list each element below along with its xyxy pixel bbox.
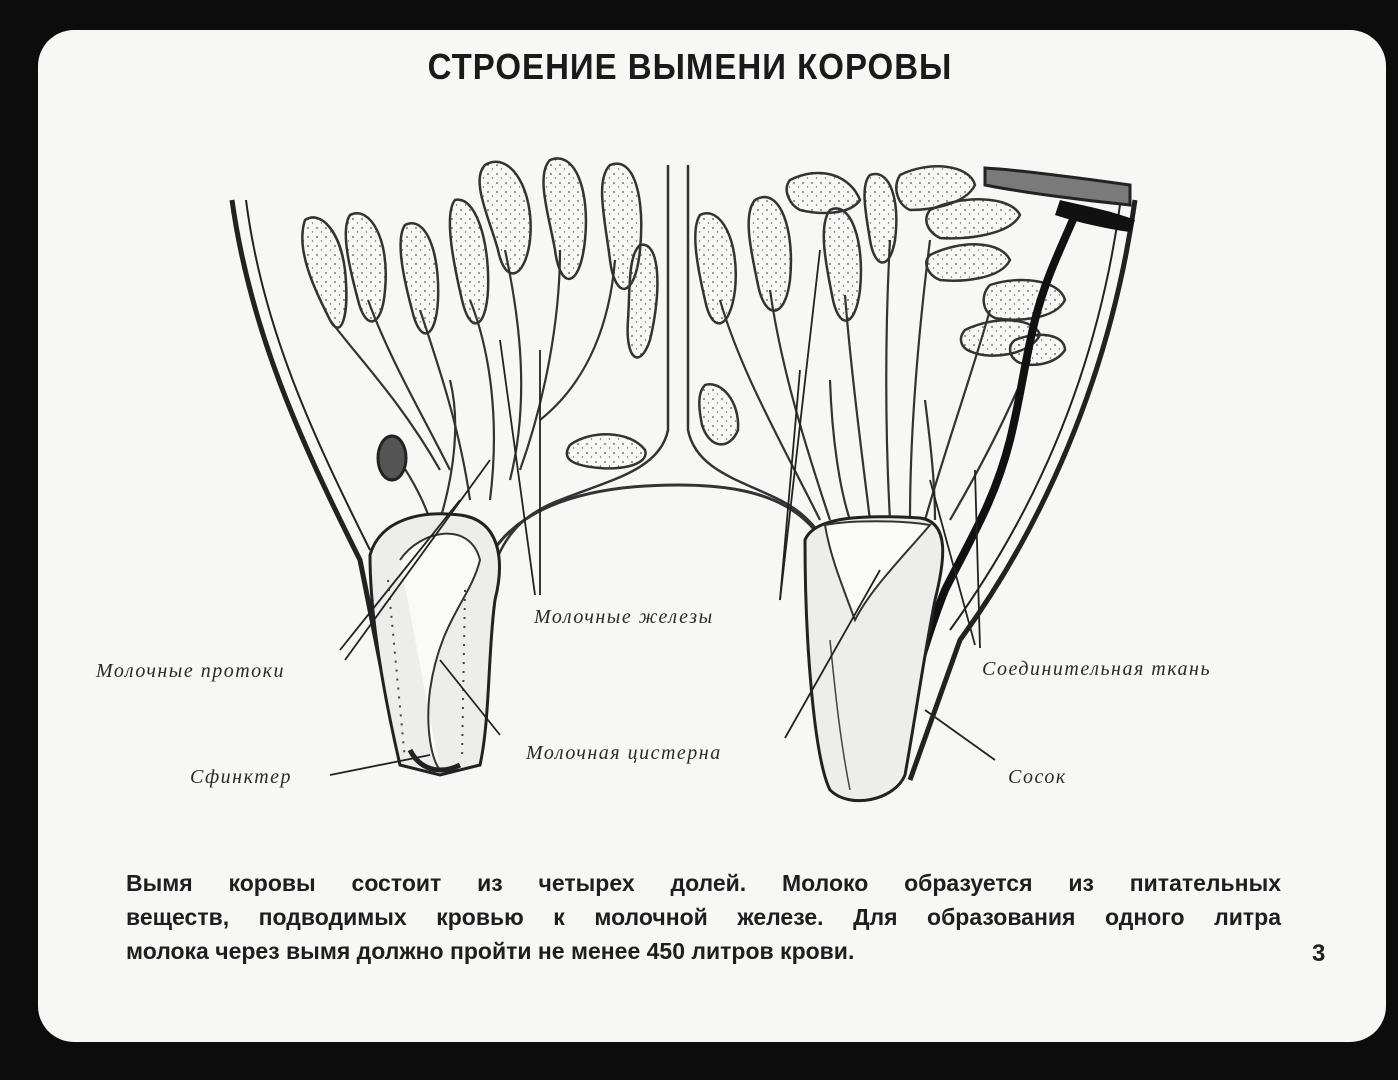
slide-title: СТРОЕНИЕ ВЫМЕНИ КОРОВЫ bbox=[427, 46, 953, 87]
right-mammary-glands bbox=[695, 166, 1065, 444]
slide-caption bbox=[126, 866, 1281, 968]
left-mammary-glands bbox=[302, 158, 657, 468]
blood-vessel-section bbox=[378, 436, 406, 480]
caption-line-2: веществ, подводимых кровью к молочной железе. Для образования одного литра bbox=[126, 904, 1281, 930]
label-milk-cistern: Молочная цистерна bbox=[526, 742, 722, 764]
label-milk-ducts: Молочные протоки bbox=[96, 660, 286, 682]
label-teat: Сосок bbox=[1008, 766, 1067, 788]
caption-line-1: Вымя коровы состоит из четырех долей. Молоко образуется из питательных bbox=[126, 870, 1281, 896]
left-teat bbox=[370, 514, 499, 775]
label-sphincter: Сфинктер bbox=[190, 766, 293, 788]
right-teat bbox=[805, 517, 943, 801]
page-number: 3 bbox=[1312, 940, 1326, 967]
label-connective-tissue: Соединительная ткань bbox=[982, 658, 1212, 680]
label-mammary-glands: Молочные железы bbox=[534, 606, 714, 628]
caption-line-3: молока через вымя должно пройти не менее 450 литров крови. bbox=[126, 938, 855, 964]
